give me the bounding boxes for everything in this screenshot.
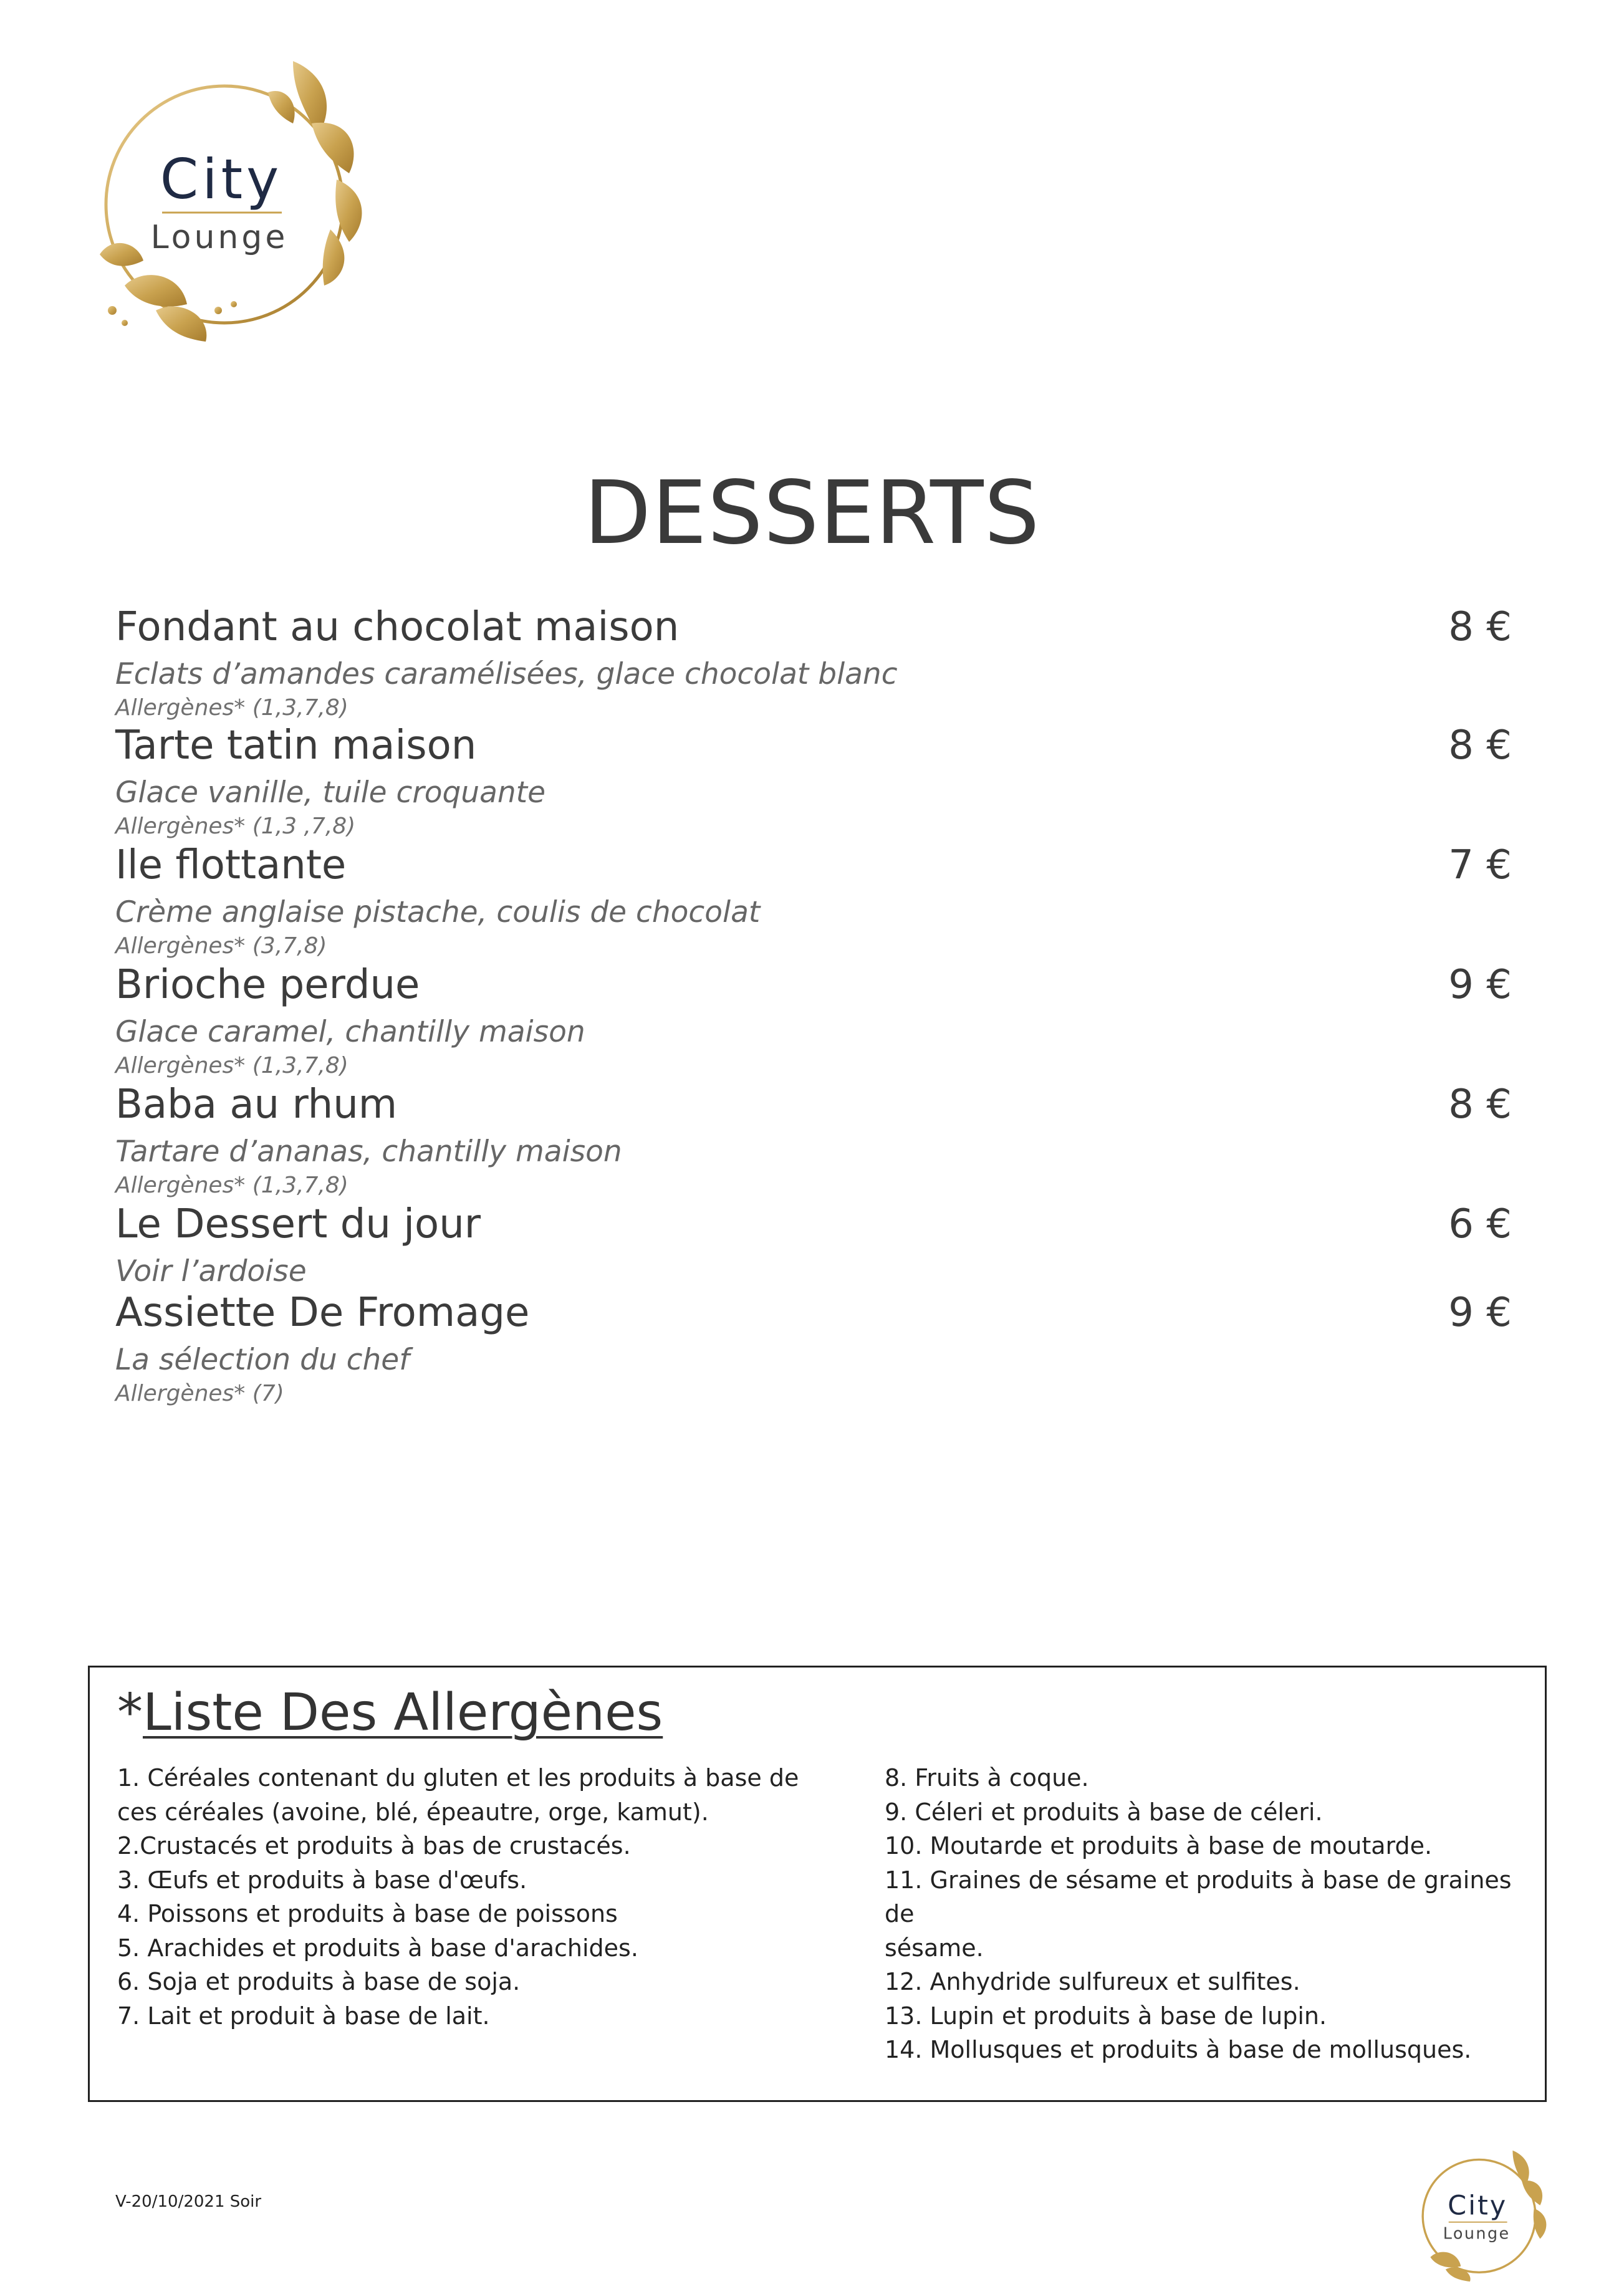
- svg-text:Lounge: Lounge: [150, 219, 289, 256]
- menu-item: [115, 598, 1512, 721]
- allergen-line: 13. Lupin et produits à base de lupin.: [885, 2002, 1327, 2030]
- item-allergens: Allergènes* (7): [115, 1381, 284, 1406]
- menu-item: [115, 1284, 1512, 1406]
- item-name: Ile flottante: [115, 842, 347, 888]
- item-price: 7 €: [1448, 842, 1512, 888]
- allergen-line: 7. Lait et produit à base de lait.: [117, 2002, 490, 2030]
- allergen-line: 5. Arachides et produits à base d'arachides.: [117, 1934, 638, 1962]
- item-price: 8 €: [1448, 604, 1512, 650]
- item-name: Fondant au chocolat maison: [115, 604, 680, 650]
- item-price: 8 €: [1448, 722, 1512, 769]
- allergen-line: ces céréales (avoine, blé, épeautre, orge, kamut).: [117, 1798, 709, 1826]
- allergen-line: 10. Moutarde et produits à base de moutarde.: [885, 1832, 1433, 1860]
- item-allergens: Allergènes* (1,3,7,8): [115, 1173, 348, 1198]
- allergen-line: 8. Fruits à coque.: [885, 1764, 1089, 1792]
- allergen-line: 2.Crustacés et produits à bas de crustacés.: [117, 1832, 631, 1860]
- item-price: 8 €: [1448, 1082, 1512, 1128]
- svg-text:Lounge: Lounge: [1443, 2224, 1511, 2243]
- version-label: V-20/10/2021 Soir: [115, 2192, 262, 2211]
- allergen-line: 6. Soja et produits à base de soja.: [117, 1968, 521, 1995]
- city-lounge-logo-small: [1412, 2144, 1552, 2282]
- item-description: Voir l’ardoise: [115, 1254, 307, 1288]
- item-name: Tarte tatin maison: [115, 722, 477, 769]
- item-description: Glace caramel, chantilly maison: [115, 1015, 585, 1049]
- city-lounge-logo: [87, 49, 374, 342]
- allergen-line: 3. Œufs et produits à base d'œufs.: [117, 1866, 527, 1894]
- allergen-line: 12. Anhydride sulfureux et sulfites.: [885, 1968, 1300, 1995]
- allergen-line: 9. Céleri et produits à base de céleri.: [885, 1798, 1323, 1826]
- item-price: 6 €: [1448, 1201, 1512, 1247]
- menu-item: [115, 717, 1512, 837]
- item-name: Assiette De Fromage: [115, 1290, 530, 1336]
- allergen-line: 4. Poissons et produits à base de poissons: [117, 1900, 618, 1927]
- allergen-list-left: [117, 1761, 834, 2033]
- item-allergens: Allergènes* (1,3,7,8): [115, 695, 348, 721]
- allergen-list-title: *Liste Des Allergènes: [117, 1683, 663, 1742]
- item-allergens: Allergènes* (1,3 ,7,8): [115, 813, 356, 839]
- allergen-line: 11. Graines de sésame et produits à base de graines de: [885, 1866, 1512, 1927]
- page-title: DESSERTS: [584, 462, 1040, 564]
- item-allergens: Allergènes* (3,7,8): [115, 933, 327, 959]
- item-price: 9 €: [1448, 1290, 1512, 1336]
- menu-item: [115, 1076, 1512, 1196]
- item-description: Tartare d’ananas, chantilly maison: [115, 1135, 622, 1169]
- item-allergens: Allergènes* (1,3,7,8): [115, 1053, 348, 1078]
- allergen-line: sésame.: [885, 1934, 984, 1962]
- item-name: Le Dessert du jour: [115, 1201, 481, 1247]
- svg-text:City: City: [1448, 2190, 1508, 2222]
- allergen-line: 14. Mollusques et produits à base de mollusques.: [885, 2036, 1472, 2063]
- item-name: Baba au rhum: [115, 1082, 398, 1128]
- item-description: Glace vanille, tuile croquante: [115, 775, 546, 810]
- item-description: Eclats d’amandes caramélisées, glace chocolat blanc: [115, 657, 898, 691]
- menu-item: [115, 837, 1512, 959]
- svg-text:City: City: [160, 147, 283, 211]
- item-description: La sélection du chef: [115, 1343, 410, 1377]
- menu-item: [115, 1196, 1512, 1288]
- allergen-list-box: [88, 1666, 1547, 2102]
- dessert-menu: [115, 598, 1512, 1406]
- menu-item: [115, 956, 1512, 1076]
- allergen-list-right: [885, 1761, 1521, 2067]
- item-name: Brioche perdue: [115, 962, 420, 1008]
- item-price: 9 €: [1448, 962, 1512, 1008]
- item-description: Crème anglaise pistache, coulis de chocolat: [115, 895, 761, 929]
- allergen-line: 1. Céréales contenant du gluten et les produits à base de: [117, 1764, 799, 1792]
